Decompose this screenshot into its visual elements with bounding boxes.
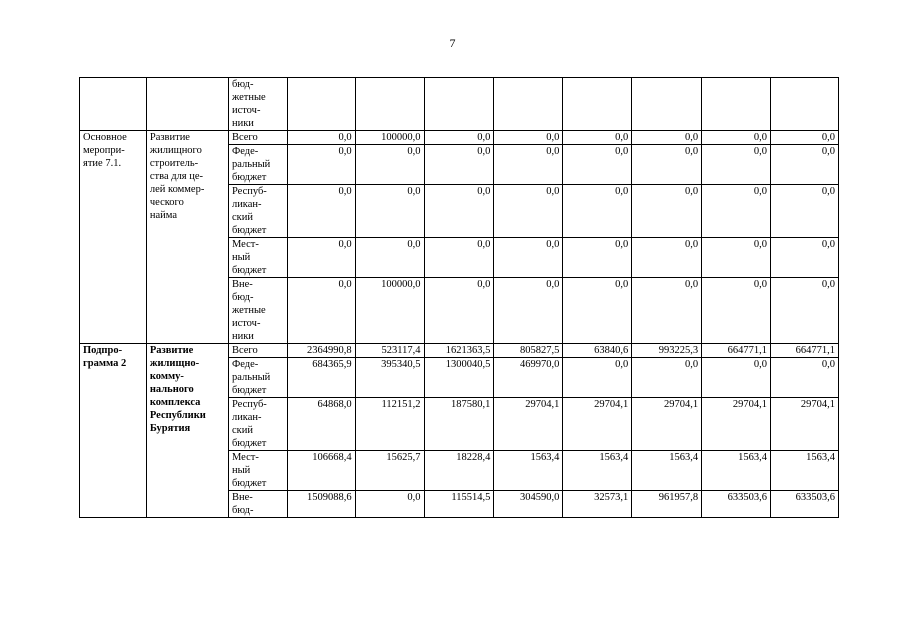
amount-cell bbox=[702, 78, 771, 131]
amount-cell: 0,0 bbox=[702, 131, 771, 145]
amount-cell: 304590,0 bbox=[494, 491, 563, 518]
amount-cell: 0,0 bbox=[702, 358, 771, 398]
amount-cell: 0,0 bbox=[771, 145, 839, 185]
amount-cell: 0,0 bbox=[771, 185, 839, 238]
amount-cell: 961957,8 bbox=[632, 491, 702, 518]
amount-cell: 1621363,5 bbox=[424, 344, 494, 358]
amount-cell: 0,0 bbox=[771, 358, 839, 398]
amount-cell: 1300040,5 bbox=[424, 358, 494, 398]
amount-cell bbox=[287, 78, 355, 131]
amount-cell: 1563,4 bbox=[632, 451, 702, 491]
amount-cell: 0,0 bbox=[424, 185, 494, 238]
amount-cell: 15625,7 bbox=[355, 451, 424, 491]
amount-cell: 664771,1 bbox=[771, 344, 839, 358]
amount-cell: 29704,1 bbox=[702, 398, 771, 451]
amount-cell: 0,0 bbox=[771, 131, 839, 145]
amount-cell: 664771,1 bbox=[702, 344, 771, 358]
amount-cell: 64868,0 bbox=[287, 398, 355, 451]
program-label-cell bbox=[80, 78, 147, 131]
amount-cell: 0,0 bbox=[355, 185, 424, 238]
amount-cell: 0,0 bbox=[563, 358, 632, 398]
amount-cell: 0,0 bbox=[494, 238, 563, 278]
amount-cell: 29704,1 bbox=[494, 398, 563, 451]
table-row bbox=[80, 344, 839, 358]
amount-cell bbox=[424, 78, 494, 131]
amount-cell bbox=[771, 78, 839, 131]
amount-cell: 0,0 bbox=[563, 185, 632, 238]
amount-cell: 1563,4 bbox=[702, 451, 771, 491]
amount-cell: 0,0 bbox=[771, 238, 839, 278]
program-name-cell: Развитие жилищного строитель- ства для це- лей коммер- ческого найма bbox=[146, 131, 228, 344]
page-number: 7 bbox=[449, 36, 456, 50]
amount-cell: 0,0 bbox=[424, 145, 494, 185]
amount-cell: 187580,1 bbox=[424, 398, 494, 451]
amount-cell: 0,0 bbox=[287, 185, 355, 238]
amount-cell bbox=[355, 78, 424, 131]
amount-cell: 0,0 bbox=[632, 358, 702, 398]
funding-source-cell: Всего bbox=[228, 344, 287, 358]
amount-cell: 1563,4 bbox=[494, 451, 563, 491]
amount-cell: 100000,0 bbox=[355, 131, 424, 145]
amount-cell: 1563,4 bbox=[563, 451, 632, 491]
amount-cell: 805827,5 bbox=[494, 344, 563, 358]
amount-cell: 0,0 bbox=[287, 278, 355, 344]
budget-table bbox=[79, 77, 839, 518]
amount-cell: 0,0 bbox=[424, 238, 494, 278]
amount-cell: 0,0 bbox=[632, 185, 702, 238]
amount-cell bbox=[563, 78, 632, 131]
amount-cell: 0,0 bbox=[287, 238, 355, 278]
program-label-cell: Основное меропри- ятие 7.1. bbox=[80, 131, 147, 344]
program-name-cell: Развитие жилищно- комму- нального комплекса Республики Бурятия bbox=[146, 344, 228, 518]
amount-cell: 0,0 bbox=[563, 131, 632, 145]
table-row bbox=[80, 131, 839, 145]
amount-cell: 0,0 bbox=[702, 145, 771, 185]
funding-source-cell: Респуб- ликан- ский бюджет bbox=[228, 185, 287, 238]
amount-cell: 29704,1 bbox=[771, 398, 839, 451]
amount-cell: 0,0 bbox=[563, 145, 632, 185]
funding-source-cell: Всего bbox=[228, 131, 287, 145]
amount-cell: 523117,4 bbox=[355, 344, 424, 358]
funding-source-cell: Феде- ральный бюджет bbox=[228, 358, 287, 398]
amount-cell: 115514,5 bbox=[424, 491, 494, 518]
amount-cell: 0,0 bbox=[355, 491, 424, 518]
amount-cell: 29704,1 bbox=[632, 398, 702, 451]
amount-cell: 0,0 bbox=[702, 278, 771, 344]
amount-cell: 0,0 bbox=[355, 145, 424, 185]
table-row bbox=[80, 78, 839, 131]
funding-source-cell: бюд- жетные источ- ники bbox=[228, 78, 287, 131]
funding-source-cell: Мест- ный бюджет bbox=[228, 451, 287, 491]
amount-cell bbox=[632, 78, 702, 131]
amount-cell: 0,0 bbox=[771, 278, 839, 344]
amount-cell: 29704,1 bbox=[563, 398, 632, 451]
amount-cell: 100000,0 bbox=[355, 278, 424, 344]
amount-cell: 0,0 bbox=[632, 278, 702, 344]
amount-cell: 1563,4 bbox=[771, 451, 839, 491]
amount-cell bbox=[494, 78, 563, 131]
amount-cell: 0,0 bbox=[632, 238, 702, 278]
amount-cell: 0,0 bbox=[494, 145, 563, 185]
amount-cell: 993225,3 bbox=[632, 344, 702, 358]
funding-source-cell: Вне- бюд- жетные источ- ники bbox=[228, 278, 287, 344]
amount-cell: 112151,2 bbox=[355, 398, 424, 451]
amount-cell: 395340,5 bbox=[355, 358, 424, 398]
funding-source-cell: Мест- ный бюджет bbox=[228, 238, 287, 278]
amount-cell: 633503,6 bbox=[702, 491, 771, 518]
amount-cell: 106668,4 bbox=[287, 451, 355, 491]
amount-cell: 0,0 bbox=[287, 131, 355, 145]
amount-cell: 0,0 bbox=[563, 238, 632, 278]
amount-cell: 0,0 bbox=[424, 278, 494, 344]
amount-cell: 469970,0 bbox=[494, 358, 563, 398]
amount-cell: 0,0 bbox=[632, 145, 702, 185]
amount-cell: 0,0 bbox=[702, 185, 771, 238]
amount-cell: 32573,1 bbox=[563, 491, 632, 518]
amount-cell: 0,0 bbox=[632, 131, 702, 145]
funding-source-cell: Респуб- ликан- ский бюджет bbox=[228, 398, 287, 451]
amount-cell: 63840,6 bbox=[563, 344, 632, 358]
amount-cell: 1509088,6 bbox=[287, 491, 355, 518]
amount-cell: 0,0 bbox=[494, 185, 563, 238]
amount-cell: 0,0 bbox=[355, 238, 424, 278]
program-name-cell bbox=[146, 78, 228, 131]
amount-cell: 0,0 bbox=[702, 238, 771, 278]
program-label-cell: Подпро- грамма 2 bbox=[80, 344, 147, 518]
amount-cell: 18228,4 bbox=[424, 451, 494, 491]
funding-source-cell: Феде- ральный бюджет bbox=[228, 145, 287, 185]
amount-cell: 0,0 bbox=[287, 145, 355, 185]
funding-source-cell: Вне- бюд- bbox=[228, 491, 287, 518]
amount-cell: 684365,9 bbox=[287, 358, 355, 398]
amount-cell: 0,0 bbox=[494, 131, 563, 145]
amount-cell: 0,0 bbox=[424, 131, 494, 145]
amount-cell: 0,0 bbox=[563, 278, 632, 344]
amount-cell: 0,0 bbox=[494, 278, 563, 344]
amount-cell: 633503,6 bbox=[771, 491, 839, 518]
amount-cell: 2364990,8 bbox=[287, 344, 355, 358]
